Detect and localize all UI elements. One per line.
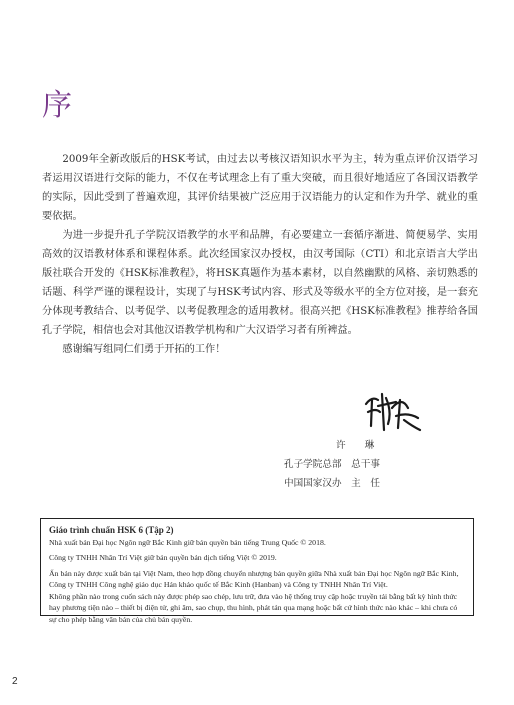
copyright-line-2: Công ty TNHH Nhân Trí Việt giữ bản quyền bản dịch tiếng Việt © 2019. [49, 553, 277, 562]
preface-paragraph-2: 为进一步提升孔子学院汉语教学的水平和品牌，有必要建立一套循序渐进、简便易学、实用高效的汉语教材体系和课程体系。此次经国家汉办授权，由汉考国际（CTI）和北京语言大学出版社联合开发的《HSK标准教程》，将HSK真题作为基本素材，以自然幽默的风格、亲切熟悉的话题、科学严谨的课程设计，实现了与HSK考试内容、形式及等级水平的全方位对接，是一套充分体现考教结合、以考促学、以考促教理念的适用教材。很高兴把《HSK标准教程》推荐给各国孔子学院，相信也会对其他汉语教学机构和广大汉语学习者有所裨益。 [42, 230, 478, 336]
copyright-line-4: Không phần nào trong cuốn sách này được phép sao chép, lưu trữ, đưa vào hệ thống truy cập hoặc truyền tải bằng bất kỳ hình thức hay phương tiện nào – thiết bị điện tử, ghi âm, sao chụp, thu hình, phát tán qua mạng hoặc bất cứ hình thức nào khác – khi chưa có sự cho phép bằng văn bản của chủ bản quyền. [49, 591, 458, 624]
preface-body [42, 150, 478, 359]
handwritten-signature [362, 386, 422, 434]
preface-paragraph-1: 2009年全新改版后的HSK考试，由过去以考核汉语知识水平为主，转为重点评价汉语学习者运用汉语进行交际的能力，不仅在考试理念上有了重大突破，而且很好地适应了各国汉语教学的实际，因此受到了普遍欢迎，其评价结果被广泛应用于汉语能力的认定和作为升学、就业的重要依据。 [42, 154, 478, 222]
book-title: Giáo trình chuẩn HSK 6 (Tập 2) [49, 525, 174, 535]
preface-paragraph-3: 感谢编写组同仁们勇于开拓的工作！ [62, 344, 226, 355]
signatory-title-1: 孔子学院总部 总干事 [284, 459, 380, 470]
signatory-title-2: 中国国家汉办 主 任 [284, 478, 380, 489]
signatory-name: 许 琳 [336, 440, 383, 451]
page-number: 2 [12, 676, 18, 687]
copyright-box [40, 518, 474, 624]
copyright-line-1: Nhà xuất bản Đại học Ngôn ngữ Bắc Kinh giữ bản quyền bản tiếng Trung Quốc © 2018. [49, 537, 326, 547]
signature-block [284, 436, 382, 493]
copyright-line-3: Ấn bản này được xuất bản tại Việt Nam, theo hợp đồng chuyển nhượng bản quyền giữa Nhà xuất bản Đại học Ngôn ngữ Bắc Kinh, Công ty TNHH Công nghệ giáo dục Hán khảo quốc tế Bắc Kinh (Hanban) và Công ty TNHH Nhân Trí Việt. [49, 568, 459, 589]
page-title: 序 [42, 88, 72, 123]
